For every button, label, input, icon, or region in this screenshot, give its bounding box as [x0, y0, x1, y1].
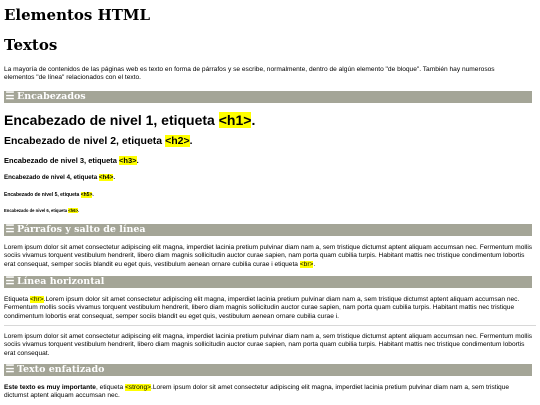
textos-intro: La mayoría de contenidos de las páginas web es texto en forma de párrafos y se escribe, normalmente, dentro de algún elemento "de bloque". También hay numerosos elementos "de línea" relacionados con el texto.	[4, 66, 495, 82]
section-bar-linea	[4, 276, 532, 288]
tag-highlight: <h4>	[98, 174, 114, 181]
page-title: Elementos HTML	[4, 6, 151, 24]
heading-level-5: Encabezado de nivel 5, etiqueta <h5>.	[4, 192, 94, 198]
strong-text: Este texto es muy importante	[4, 384, 96, 391]
section-title-parrafos: Párrafos y salto de línea	[17, 224, 146, 235]
heading-level-3: Encabezado de nivel 3, etiqueta <h3>.	[4, 156, 139, 165]
linea-text-2: Lorem ipsum dolor sit amet consectetur adipiscing elit magna, imperdiet lacinia pretium pulvinar diam nam a, sem tristique dictumst aptent aliquam accumsan nec. Fermentum mollis sociis vivamus torquent vestibulum hendrerit, libero diam magnis sollicitudin auctor curae sapien, nam porta quam cubilia turpis. Habitant mattis nec tristique condimentum lobortis erat consequat.	[4, 333, 533, 357]
tag-highlight: <strong>	[124, 384, 151, 391]
list-icon: ☰	[5, 224, 15, 235]
section-bar-parrafos	[4, 224, 532, 236]
section-title-encabezados: Encabezados	[17, 91, 86, 102]
tag-highlight: <h3>	[119, 156, 137, 165]
textos-heading: Textos	[4, 36, 58, 54]
tag-highlight: <h2>	[165, 135, 190, 147]
enfatizado-text: Este texto es muy importante, etiqueta <strong>.Lorem ipsum dolor sit amet consectetur adipiscing elit magna, imperdiet lacinia pretium pulvinar diam nam a, sem tristique dictumst aptent aliquam accumsan nec.	[4, 384, 510, 400]
list-icon: ☰	[5, 364, 15, 375]
list-icon: ☰	[5, 276, 15, 287]
heading-level-1: Encabezado de nivel 1, etiqueta <h1>.	[4, 112, 256, 128]
section-title-linea: Línea horizontal	[17, 276, 105, 287]
linea-text-1: Etiqueta <hr>.Lorem ipsum dolor sit amet consectetur adipiscing elit magna, imperdiet lacinia pretium pulvinar diam nam a, sem tristique dictumst aptent aliquam accumsan nec. Fermentum mollis sociis vivamus torquent vestibulum hendrerit, libero diam magnis sollicitudin auctor curae sapien, nam porta quam cubilia turpis. Habitant mattis nec tristique condimentum lobortis erat consequat, semper sociis blandit eu eget quis, vestibulum aenean ornare cubilia curae i.	[4, 296, 520, 320]
tag-highlight: <br>	[299, 260, 314, 268]
tag-highlight: <hr>	[30, 296, 44, 303]
section-title-enfatizado: Texto enfatizado	[17, 364, 105, 375]
heading-level-2: Encabezado de nivel 2, etiqueta <h2>.	[4, 135, 193, 147]
horizontal-rule	[4, 325, 536, 326]
parrafo-text: Lorem ipsum dolor sit amet consectetur adipiscing elit magna, imperdiet lacinia pretium pulvinar diam nam a, sem tristique dictumst aptent aliquam accumsan nec. Fermentum mollis sociis vivamus torquent vestibulum hendrerit, libero diam magnis sollicitudin auctor curae sapien, nam porta quam cubilia turpis. Habitant mattis nec tristique condimentum lobortis erat consequat, semper sociis blandit eu eget quis, vestibulum aenean ornare cubilia curae i etiqueta <br>.	[4, 244, 533, 268]
tag-highlight: <h5>	[80, 192, 93, 198]
tag-highlight: <h6>	[68, 208, 79, 213]
heading-level-4: Encabezado de nivel 4, etiqueta <h4>.	[4, 174, 116, 181]
list-icon: ☰	[5, 91, 15, 102]
section-bar-enfatizado	[4, 364, 532, 376]
section-bar-encabezados	[4, 91, 532, 103]
heading-level-6: Encabezado de nivel 6, etiqueta <h6>.	[4, 208, 80, 213]
tag-highlight: <h1>	[218, 112, 252, 128]
